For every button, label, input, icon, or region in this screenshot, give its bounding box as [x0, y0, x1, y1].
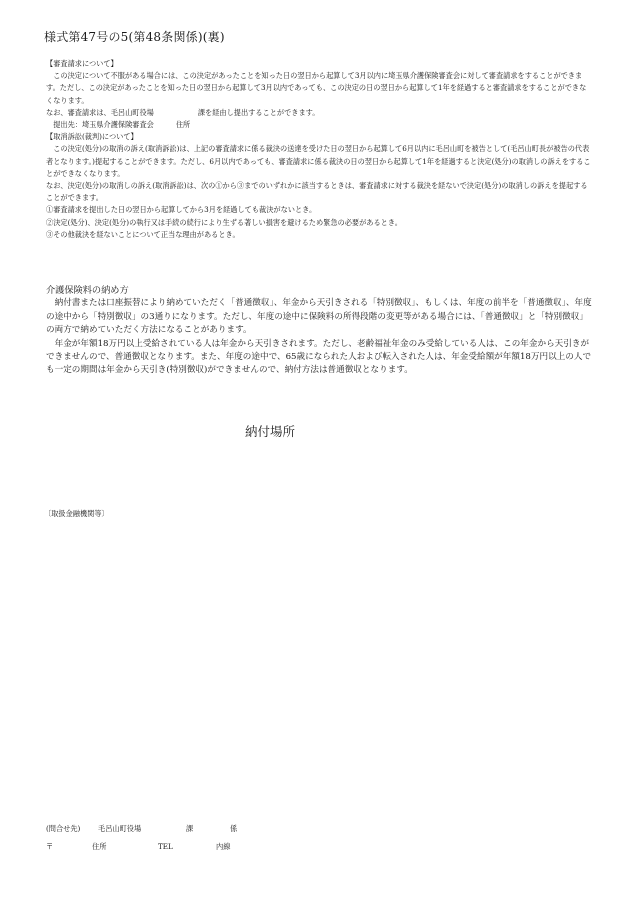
lawsuit-heading: 【取消訴訟(裁判)について】 — [46, 132, 138, 142]
contact-address: 住所 — [92, 842, 107, 851]
review-paragraph-2-pre: なお、審査請求は、毛呂山町役場 — [46, 107, 154, 117]
review-paragraph-2-post: 課を経由し提出することができます。 — [197, 107, 320, 117]
lawsuit-paragraph-2: なお、決定(処分)の取消しの訴え(取消訴訟)は、次の①から③までのいずれかに該当するときは、審査請求に対する裁決を経ないで決定(処分)の取消しの訴えを提起することができます。 — [46, 181, 588, 203]
contact-tel: TEL — [158, 842, 173, 851]
contact-dept: 課 — [186, 824, 194, 833]
postal-mark: 〒 — [46, 842, 54, 851]
lawsuit-item-3: ③その他裁決を経ないことについて正当な理由があるとき。 — [46, 229, 240, 239]
appeal-section — [46, 58, 592, 241]
review-paragraph-1: この決定について不服がある場合には、この決定があったことを知った日の翌日から起算して3月以内に埼玉県介護保険審査会に対して審査請求をすることができます。ただし、この決定があったことを知った日の翌日から起算して3月以内であっても、この決定の日の翌日から起算して1年を経過すると審査請求をすることができなくなります。 — [46, 71, 587, 105]
review-submit-line — [46, 119, 592, 131]
review-paragraph-2 — [46, 107, 592, 119]
payment-method-heading: 介護保険料の納め方 — [46, 285, 129, 296]
payment-method-paragraph-2: 年金が年額18万円以上受給されている人は年金から天引きされます。ただし、老齢福祉年金のみ受給している人は、この年金から天引きができませんので、普通徴収となります。また、年度の途中で、65歳になられた人および転入された人は、年金受給額が年額18万円以上の人でも一定の期間は年金から天引き(特別徴収)ができませんので、納付方法は普通徴収となります。 — [46, 338, 592, 376]
lawsuit-item-2: ②決定(処分)、決定(処分)の執行又は手続の続行により生ずる著しい損害を避けるため緊急の必要があるとき。 — [46, 217, 402, 227]
contact-section: 係 — [230, 824, 238, 833]
lawsuit-paragraph-1: この決定(処分)の取消の訴え(取消訴訟)は、上記の審査請求に係る裁決の送達を受けた日の翌日から起算して6月以内に毛呂山町を被告として(毛呂山町長が被告の代表者となります。)提起することができます。ただし、6月以内であっても、審査請求に係る裁決の日の翌日から起算して1年を経過すると決定(処分)の取消しの訴えをすることができなくなります。 — [46, 144, 591, 178]
review-address-label: 住所 — [175, 120, 191, 130]
bank-label: 〔取扱金融機関等〕 — [44, 509, 109, 518]
form-title: 様式第47号の5(第48条関係)(裏) — [44, 30, 225, 44]
review-submit-to: 提出先：埼玉県介護保険審査会 — [53, 120, 154, 130]
contact-ext: 内線 — [216, 842, 231, 851]
payment-method-section — [46, 284, 592, 378]
lawsuit-item-1: ①審査請求を提出した日の翌日から起算してから3月を経過しても裁決がないとき。 — [46, 205, 317, 215]
contact-label: (問合せ先) — [46, 824, 81, 833]
contact-office: 毛呂山町役場 — [98, 824, 142, 833]
review-heading: 【審査請求について】 — [46, 59, 118, 68]
payment-place-title: 納付場所 — [244, 424, 295, 439]
payment-method-paragraph-1: 納付書または口座振替により納めていただく「普通徴収」、年金から天引きされる「特別徴収」、もしくは、年度の前半を「普通徴収」、年度の途中から「特別徴収」の3通りになります。ただし、年度の途中に保険料の所得段階の変更等がある場合には、「普通徴収」と「特別徴収」の両方で納めていただく方法になることがあります。 — [46, 298, 592, 336]
